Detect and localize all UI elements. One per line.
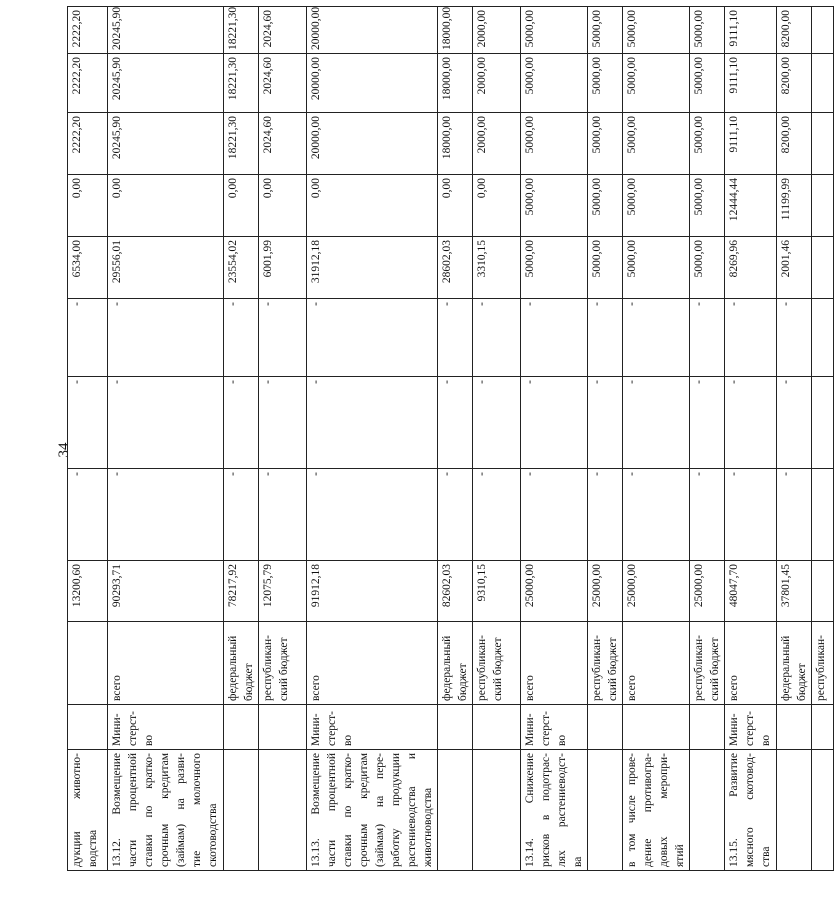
program-cell xyxy=(690,750,725,871)
year-cell: - xyxy=(68,299,108,377)
total-cell: 82602,03 xyxy=(438,561,473,622)
year-cell: 31912,18 xyxy=(307,237,438,299)
year-cell: 9111,10 xyxy=(725,7,777,54)
executor-cell xyxy=(777,705,812,750)
year-cell: 12444,44 xyxy=(725,175,777,237)
year-cell: 20000,00 xyxy=(307,7,438,54)
year-cell: 5000,00 xyxy=(588,175,623,237)
year-cell: 2024,60 xyxy=(259,113,307,175)
year-cell: 5000,00 xyxy=(588,113,623,175)
year-cell: 18221,30 xyxy=(224,54,259,113)
year-cell: 29556,01 xyxy=(108,237,224,299)
year-cell: 5000,00 xyxy=(521,175,588,237)
year-cell: 23554,02 xyxy=(224,237,259,299)
program-cell: 13.12. Возмещение части процентной ставки по кратко- срочным кредитам (займам) на разви- тие молочного скотоводства xyxy=(108,750,224,871)
executor-cell xyxy=(224,705,259,750)
year-cell: 2222,20 xyxy=(68,7,108,54)
total-cell: 12075,79 xyxy=(259,561,307,622)
program-cell xyxy=(588,750,623,871)
year-cell: 5000,00 xyxy=(623,237,690,299)
budget-table xyxy=(67,6,834,871)
year-cell: - xyxy=(521,469,588,561)
year-cell: 0,00 xyxy=(307,175,438,237)
source-cell: республикан- ский бюджет xyxy=(588,622,623,705)
year-cell: 11199,99 xyxy=(777,175,812,237)
executor-cell xyxy=(68,705,108,750)
year-cell: - xyxy=(224,377,259,469)
year-cell: 20000,00 xyxy=(307,113,438,175)
program-cell: дукции животно- водства xyxy=(68,750,108,871)
year-cell: 5000,00 xyxy=(623,7,690,54)
table-row xyxy=(690,7,725,871)
executor-cell: Мини- стерст- во xyxy=(108,705,224,750)
year-cell: 8200,00 xyxy=(777,54,812,113)
source-cell: федеральный бюджет xyxy=(224,622,259,705)
total-cell: 91912,18 xyxy=(307,561,438,622)
year-cell: 5000,00 xyxy=(623,113,690,175)
year-cell: 5000,00 xyxy=(521,237,588,299)
year-cell: 5000,00 xyxy=(588,54,623,113)
year-cell: 18000,00 xyxy=(438,54,473,113)
table-row xyxy=(108,7,224,871)
year-cell: 5000,00 xyxy=(623,54,690,113)
year-cell: 2024,60 xyxy=(259,7,307,54)
year-cell: 5000,00 xyxy=(690,237,725,299)
total-cell: 78217,92 xyxy=(224,561,259,622)
year-cell: 8269,96 xyxy=(725,237,777,299)
year-cell: - xyxy=(725,377,777,469)
source-cell: республикан- ский бюджет xyxy=(473,622,521,705)
year-cell: - xyxy=(259,377,307,469)
year-cell: - xyxy=(307,299,438,377)
year-cell: 5000,00 xyxy=(623,175,690,237)
source-cell: всего xyxy=(521,622,588,705)
program-cell: 13.15. Развитие мясного скотовод- ства xyxy=(725,750,777,871)
year-cell: 20245,90 xyxy=(108,7,224,54)
source-cell xyxy=(68,622,108,705)
year-cell: 20000,00 xyxy=(307,54,438,113)
year-cell: 6001,99 xyxy=(259,237,307,299)
year-cell: - xyxy=(690,299,725,377)
year-cell: - xyxy=(473,469,521,561)
year-cell: 2000,00 xyxy=(473,54,521,113)
year-cell: 8200,00 xyxy=(777,7,812,54)
year-cell: 2000,00 xyxy=(473,113,521,175)
year-cell xyxy=(812,377,834,469)
total-cell: 25000,00 xyxy=(588,561,623,622)
year-cell: - xyxy=(777,299,812,377)
total-cell: 37801,45 xyxy=(777,561,812,622)
table-row xyxy=(307,7,438,871)
year-cell: 2001,46 xyxy=(777,237,812,299)
year-cell: - xyxy=(108,299,224,377)
budget-table-body xyxy=(68,7,834,871)
year-cell: - xyxy=(588,377,623,469)
program-cell xyxy=(438,750,473,871)
year-cell: - xyxy=(68,377,108,469)
year-cell: 5000,00 xyxy=(521,113,588,175)
year-cell: 8200,00 xyxy=(777,113,812,175)
year-cell: 18000,00 xyxy=(438,113,473,175)
executor-cell: Мини- стерст- во xyxy=(725,705,777,750)
program-cell xyxy=(777,750,812,871)
executor-cell: Мини- стерст- во xyxy=(307,705,438,750)
table-row xyxy=(623,7,690,871)
total-cell: 25000,00 xyxy=(690,561,725,622)
year-cell: 5000,00 xyxy=(690,113,725,175)
year-cell: - xyxy=(224,469,259,561)
year-cell xyxy=(812,54,834,113)
table-row xyxy=(68,7,108,871)
year-cell: - xyxy=(473,377,521,469)
year-cell: - xyxy=(473,299,521,377)
year-cell: - xyxy=(777,469,812,561)
year-cell: - xyxy=(623,469,690,561)
table-row xyxy=(588,7,623,871)
year-cell: 2222,20 xyxy=(68,113,108,175)
year-cell xyxy=(812,299,834,377)
program-cell xyxy=(812,750,834,871)
year-cell: 5000,00 xyxy=(521,7,588,54)
total-cell: 25000,00 xyxy=(623,561,690,622)
year-cell: - xyxy=(68,469,108,561)
table-row xyxy=(438,7,473,871)
year-cell: - xyxy=(690,469,725,561)
year-cell: - xyxy=(259,299,307,377)
year-cell: - xyxy=(259,469,307,561)
year-cell: - xyxy=(307,377,438,469)
source-cell: федеральный бюджет xyxy=(777,622,812,705)
year-cell: 5000,00 xyxy=(588,7,623,54)
executor-cell xyxy=(473,705,521,750)
year-cell xyxy=(812,469,834,561)
year-cell: - xyxy=(690,377,725,469)
year-cell xyxy=(812,113,834,175)
year-cell: 2222,20 xyxy=(68,54,108,113)
executor-cell xyxy=(812,705,834,750)
year-cell: - xyxy=(588,299,623,377)
year-cell: - xyxy=(224,299,259,377)
year-cell: 9111,10 xyxy=(725,113,777,175)
year-cell: 5000,00 xyxy=(521,54,588,113)
year-cell: - xyxy=(623,377,690,469)
year-cell: 2000,00 xyxy=(473,7,521,54)
year-cell: - xyxy=(777,377,812,469)
year-cell: 18000,00 xyxy=(438,7,473,54)
year-cell: 20245,90 xyxy=(108,113,224,175)
year-cell: 0,00 xyxy=(473,175,521,237)
year-cell xyxy=(812,7,834,54)
year-cell: - xyxy=(521,299,588,377)
year-cell: 5000,00 xyxy=(690,7,725,54)
executor-cell xyxy=(588,705,623,750)
year-cell: 5000,00 xyxy=(588,237,623,299)
executor-cell xyxy=(259,705,307,750)
table-row xyxy=(473,7,521,871)
executor-cell xyxy=(438,705,473,750)
year-cell: - xyxy=(588,469,623,561)
year-cell: 0,00 xyxy=(108,175,224,237)
program-cell: 13.14. Снижение рисков в подотрас- лях растениеводст- ва xyxy=(521,750,588,871)
page-number: 34 xyxy=(56,442,72,458)
year-cell xyxy=(812,237,834,299)
year-cell: - xyxy=(108,469,224,561)
table-row xyxy=(725,7,777,871)
year-cell: 0,00 xyxy=(438,175,473,237)
source-cell: всего xyxy=(108,622,224,705)
executor-cell xyxy=(623,705,690,750)
table-row xyxy=(259,7,307,871)
year-cell: - xyxy=(623,299,690,377)
year-cell: - xyxy=(307,469,438,561)
year-cell: - xyxy=(725,469,777,561)
year-cell: - xyxy=(438,299,473,377)
executor-cell xyxy=(690,705,725,750)
year-cell: 5000,00 xyxy=(690,54,725,113)
source-cell: республикан- xyxy=(812,622,834,705)
year-cell: 9111,10 xyxy=(725,54,777,113)
year-cell: 18221,30 xyxy=(224,113,259,175)
source-cell: республикан- ский бюджет xyxy=(690,622,725,705)
program-cell xyxy=(259,750,307,871)
year-cell: - xyxy=(521,377,588,469)
source-cell: всего xyxy=(725,622,777,705)
source-cell: республикан- ский бюджет xyxy=(259,622,307,705)
year-cell: 6534,00 xyxy=(68,237,108,299)
year-cell: 18221,30 xyxy=(224,7,259,54)
program-cell xyxy=(224,750,259,871)
year-cell: 0,00 xyxy=(259,175,307,237)
table-row xyxy=(812,7,834,871)
executor-cell: Мини- стерст- во xyxy=(521,705,588,750)
table-row xyxy=(777,7,812,871)
total-cell: 25000,00 xyxy=(521,561,588,622)
table-row xyxy=(521,7,588,871)
program-cell: в том числе прове- дение противогра- довых меропри- ятий xyxy=(623,750,690,871)
year-cell: 20245,90 xyxy=(108,54,224,113)
source-cell: федеральный бюджет xyxy=(438,622,473,705)
total-cell: 9310,15 xyxy=(473,561,521,622)
year-cell: 28602,03 xyxy=(438,237,473,299)
source-cell: всего xyxy=(307,622,438,705)
total-cell: 13200,60 xyxy=(68,561,108,622)
year-cell xyxy=(812,175,834,237)
total-cell xyxy=(812,561,834,622)
year-cell: 0,00 xyxy=(224,175,259,237)
year-cell: 5000,00 xyxy=(690,175,725,237)
year-cell: - xyxy=(438,469,473,561)
year-cell: - xyxy=(108,377,224,469)
table-row xyxy=(224,7,259,871)
total-cell: 90293,71 xyxy=(108,561,224,622)
source-cell: всего xyxy=(623,622,690,705)
year-cell: 2024,60 xyxy=(259,54,307,113)
program-cell: 13.13. Возмещение части процентной ставки по кратко- срочным кредитам (займам) на пере- работку продукции растениеводства и животноводства xyxy=(307,750,438,871)
program-cell xyxy=(473,750,521,871)
year-cell: 3310,15 xyxy=(473,237,521,299)
year-cell: - xyxy=(725,299,777,377)
total-cell: 48047,70 xyxy=(725,561,777,622)
year-cell: 0,00 xyxy=(68,175,108,237)
year-cell: - xyxy=(438,377,473,469)
